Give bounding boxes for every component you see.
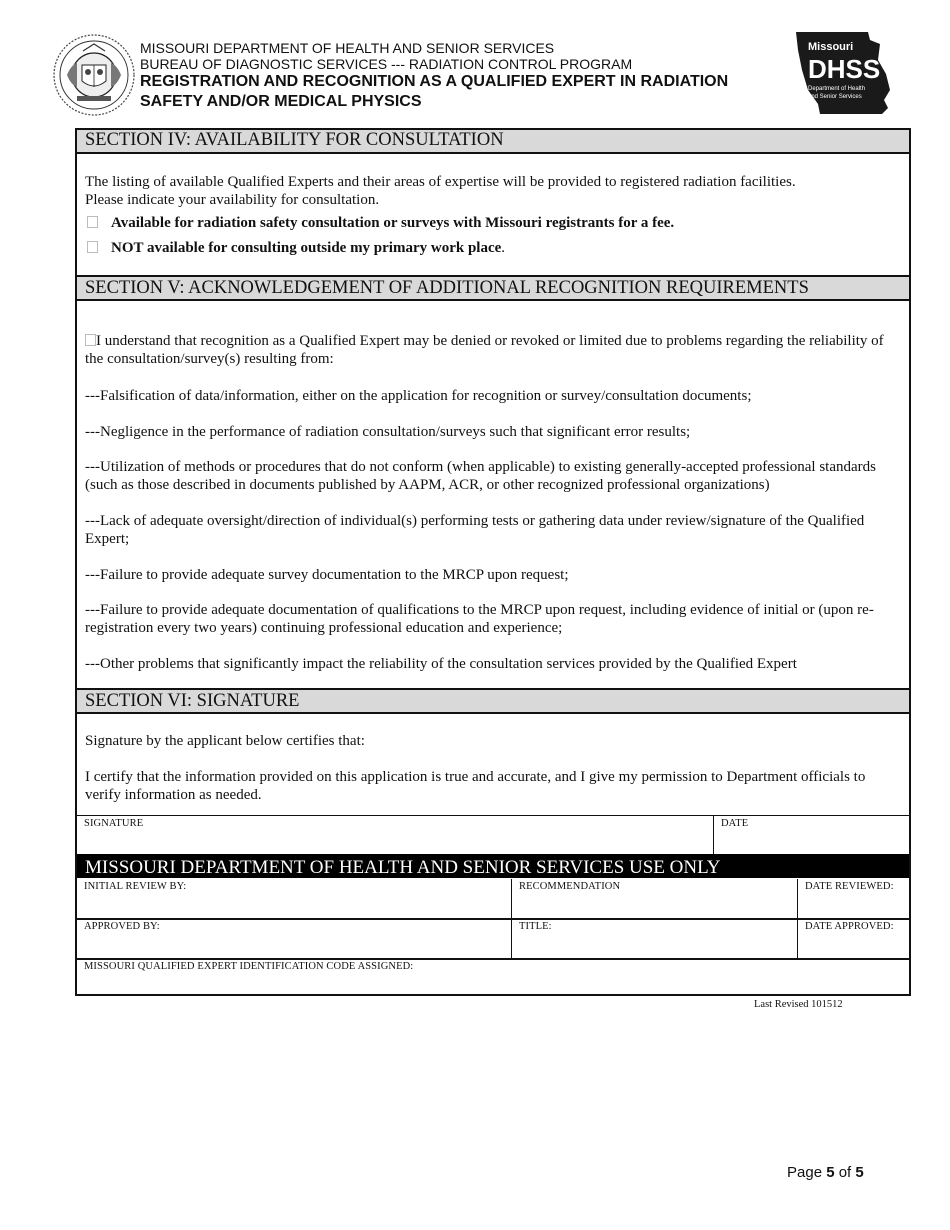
id-code-label: MISSOURI QUALIFIED EXPERT IDENTIFICATION CODE ASSIGNED: — [84, 961, 414, 972]
id-code-field[interactable] — [77, 959, 911, 995]
bureau-program: BUREAU OF DIAGNOSTIC SERVICES --- RADIATION CONTROL PROGRAM — [140, 56, 633, 72]
section4-intro-line1: The listing of available Qualified Experts and their areas of expertise will be provided to registered radiation facilities. — [85, 174, 796, 190]
section4-intro — [85, 173, 903, 209]
signature-certifies-text: Signature by the applicant below certifies that: — [85, 733, 365, 749]
option-available — [87, 214, 887, 232]
title-field[interactable] — [512, 919, 797, 957]
qualified-expert-form — [75, 128, 911, 996]
requirement-item: ---Other problems that significantly impact the reliability of the consultation services provided by the Qualified Expert — [85, 656, 797, 672]
section5-heading: SECTION V: ACKNOWLEDGEMENT OF ADDITIONAL RECOGNITION REQUIREMENTS — [77, 275, 909, 301]
signature-label: SIGNATURE — [84, 818, 144, 829]
dhss-logo — [794, 30, 892, 116]
page-total: 5 — [855, 1164, 864, 1181]
form-title-line1: REGISTRATION AND RECOGNITION AS A QUALIFIED EXPERT IN RADIATION — [140, 73, 729, 90]
recommendation-field[interactable] — [512, 879, 797, 917]
recommendation-label: RECOMMENDATION — [519, 881, 621, 892]
requirement-item: ---Failure to provide adequate documentation of qualifications to the MRCP upon request, including evidence of initial or (upon re-registration every two years) continuing professional education and experience; — [85, 602, 874, 636]
requirement-item: ---Lack of adequate oversight/direction of individual(s) performing tests or gathering data under review/signature of the Qualified Expert; — [85, 513, 865, 547]
page-current: 5 — [826, 1164, 835, 1181]
date-approved-field[interactable] — [798, 919, 911, 957]
signature-field[interactable] — [77, 816, 713, 854]
document-header — [140, 40, 790, 112]
acknowledgement-statement — [85, 332, 903, 368]
requirement-item: ---Failure to provide adequate survey documentation to the MRCP upon request; — [85, 567, 569, 583]
logo-sub2-text: and Senior Services — [808, 94, 862, 100]
acknowledgement-checkbox[interactable] — [85, 334, 96, 346]
logo-missouri-text: Missouri — [808, 41, 854, 53]
section4-heading: SECTION IV: AVAILABILITY FOR CONSULTATION — [77, 130, 909, 154]
title-label: TITLE: — [519, 921, 552, 932]
logo-dhss-text: DHSS — [808, 54, 881, 84]
option-not-available-period: . — [501, 240, 506, 256]
option-not-available-label: NOT available for consulting outside my primary work place — [111, 240, 502, 256]
requirement-item: ---Falsification of data/information, either on the application for recognition or survey/consultation documents; — [85, 388, 752, 404]
last-revised: Last Revised 101512 — [754, 999, 843, 1010]
certification-statement: I certify that the information provided on this application is true and accurate, and I give my permission to Department officials to verify information as needed. — [85, 769, 866, 803]
approved-by-field[interactable] — [77, 919, 511, 957]
page-number — [787, 1164, 864, 1181]
page-prefix: Page — [787, 1164, 827, 1181]
date-approved-label: DATE APPROVED: — [805, 921, 894, 932]
date-label: DATE — [721, 818, 749, 829]
page-separator: of — [834, 1164, 856, 1181]
requirement-item: ---Negligence in the performance of radiation consultation/surveys such that significant error results; — [85, 424, 691, 440]
acknowledgement-text: I understand that recognition as a Qualified Expert may be denied or revoked or limited due to problems regarding the reliability of the consultation/survey(s) resulting from: — [85, 333, 884, 367]
date-reviewed-label: DATE REVIEWED: — [805, 881, 894, 892]
department-name: MISSOURI DEPARTMENT OF HEALTH AND SENIOR SERVICES — [140, 40, 555, 56]
option-not-available — [87, 239, 887, 257]
not-available-checkbox[interactable] — [87, 241, 98, 253]
initial-review-label: INITIAL REVIEW BY: — [84, 881, 187, 892]
missouri-state-seal — [53, 34, 135, 116]
date-field[interactable] — [714, 816, 911, 854]
requirement-item: ---Utilization of methods or procedures that do not conform (when applicable) to existing generally-accepted professional standards (such as those described in documents published by AAPM, ACR, or other recognized professional organizations) — [85, 459, 876, 493]
form-title-line2: SAFETY AND/OR MEDICAL PHYSICS — [140, 93, 422, 110]
approved-by-label: APPROVED BY: — [84, 921, 160, 932]
section4-intro-line2: Please indicate your availability for consultation. — [85, 192, 380, 208]
date-reviewed-field[interactable] — [798, 879, 911, 917]
office-use-heading: MISSOURI DEPARTMENT OF HEALTH AND SENIOR SERVICES USE ONLY — [77, 854, 909, 878]
section6-heading: SECTION VI: SIGNATURE — [77, 688, 909, 714]
logo-sub1-text: Department of Health — [808, 86, 866, 92]
available-checkbox[interactable] — [87, 216, 98, 228]
option-available-label: Available for radiation safety consultation or surveys with Missouri registrants for a fee. — [111, 215, 675, 231]
initial-review-field[interactable] — [77, 879, 511, 917]
